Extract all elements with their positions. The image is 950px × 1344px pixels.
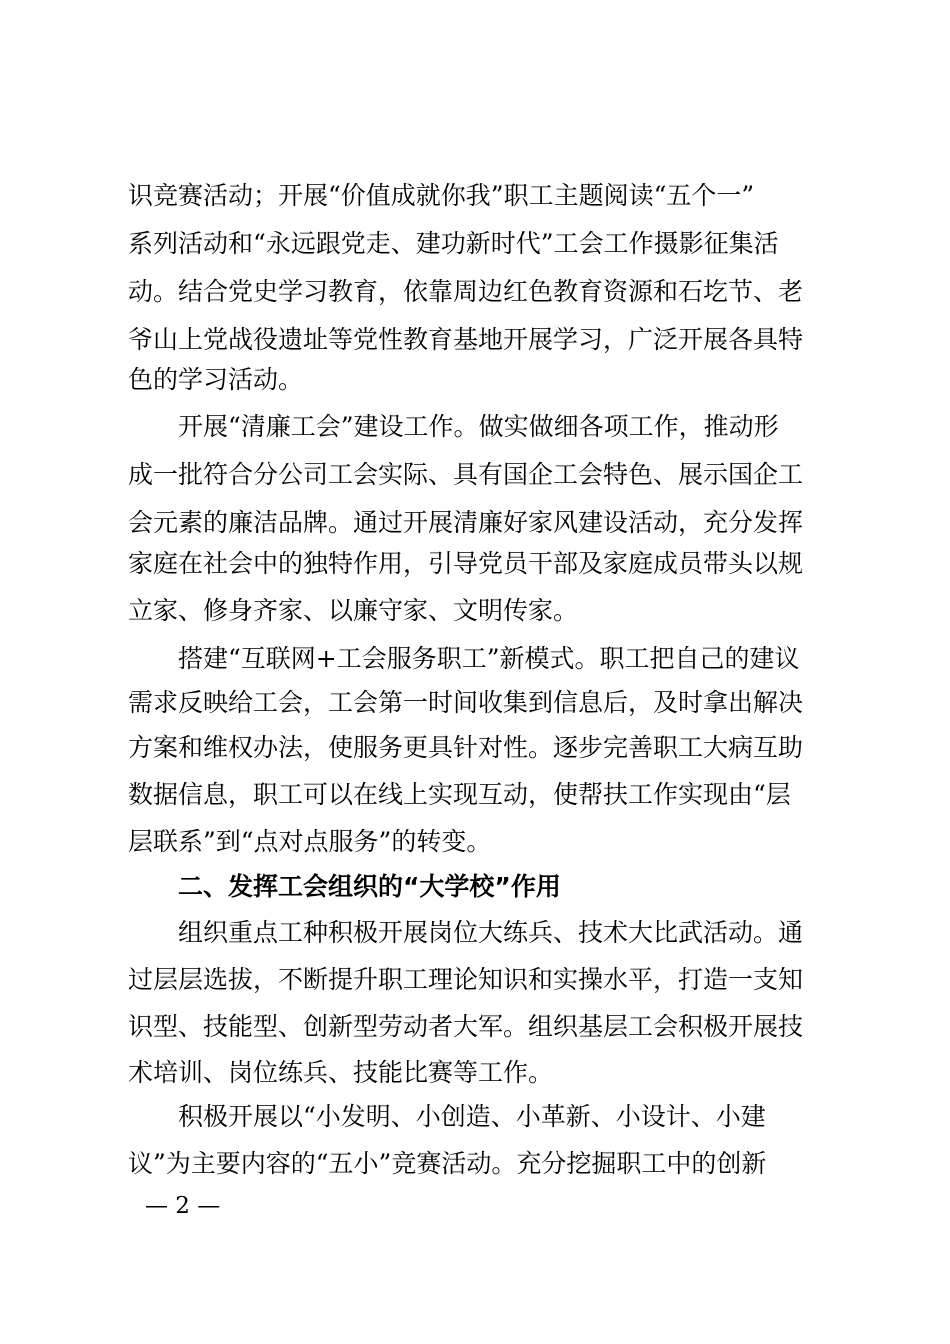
- body-text-line: 识竞赛活动；开展“价值成就你我”职工主题阅读“五个一”: [128, 181, 755, 210]
- body-text-line: 立家、修身齐家、以廉守家、文明传家。: [128, 596, 579, 625]
- body-text-line: 爷山上党战役遗址等党性教育基地开展学习，广泛开展各具特: [128, 325, 804, 354]
- page-number: — 2 —: [145, 1193, 221, 1219]
- body-text-line: 需求反映给工会，工会第一时间收集到信息后，及时拿出解决: [128, 688, 804, 717]
- body-text-line: 系列活动和“永远跟党走、建功新时代”工会工作摄影征集活: [128, 229, 779, 258]
- body-text-line: 会元素的廉洁品牌。通过开展清廉好家风建设活动，充分发挥: [128, 508, 804, 537]
- paragraph-first-line: 组织重点工种积极开展岗位大练兵、技术大比武活动。通: [178, 918, 804, 947]
- body-text-line: 识型、技能型、创新型劳动者大军。组织基层工会积极开展技: [128, 1012, 804, 1041]
- body-text-line: 动。结合党史学习教育，依靠周边红色教育资源和石圪节、老: [128, 277, 804, 306]
- body-text-line: 议”为主要内容的“五小”竞赛活动。充分挖掘职工中的创新: [128, 1149, 767, 1178]
- body-text-line: 成一批符合分公司工会实际、具有国企工会特色、展示国企工: [128, 460, 804, 489]
- body-text-line: 术培训、岗位练兵、技能比赛等工作。: [128, 1058, 554, 1087]
- body-text-line: 方案和维权办法，使服务更具针对性。逐步完善职工大病互助: [128, 733, 804, 762]
- body-text-line: 家庭在社会中的独特作用，引导党员干部及家庭成员带头以规: [128, 549, 804, 578]
- paragraph-first-line: 开展“清廉工会”建设工作。做实做细各项工作，推动形: [178, 412, 779, 441]
- body-text-line: 色的学习活动。: [128, 365, 304, 394]
- body-text-line: 过层层选拔，不断提升职工理论知识和实操水平，打造一支知: [128, 965, 804, 994]
- section-heading: 二、发挥工会组织的“大学校”作用: [178, 872, 561, 901]
- body-text-line: 数据信息，职工可以在线上实现互动，使帮扶工作实现由“层: [128, 780, 791, 809]
- body-text-line: 层联系”到“点对点服务”的转变。: [128, 827, 492, 856]
- paragraph-first-line: 积极开展以“小发明、小创造、小革新、小设计、小建: [178, 1102, 766, 1131]
- paragraph-first-line: 搭建“互联网+工会服务职工”新模式。职工把自己的建议: [178, 644, 800, 673]
